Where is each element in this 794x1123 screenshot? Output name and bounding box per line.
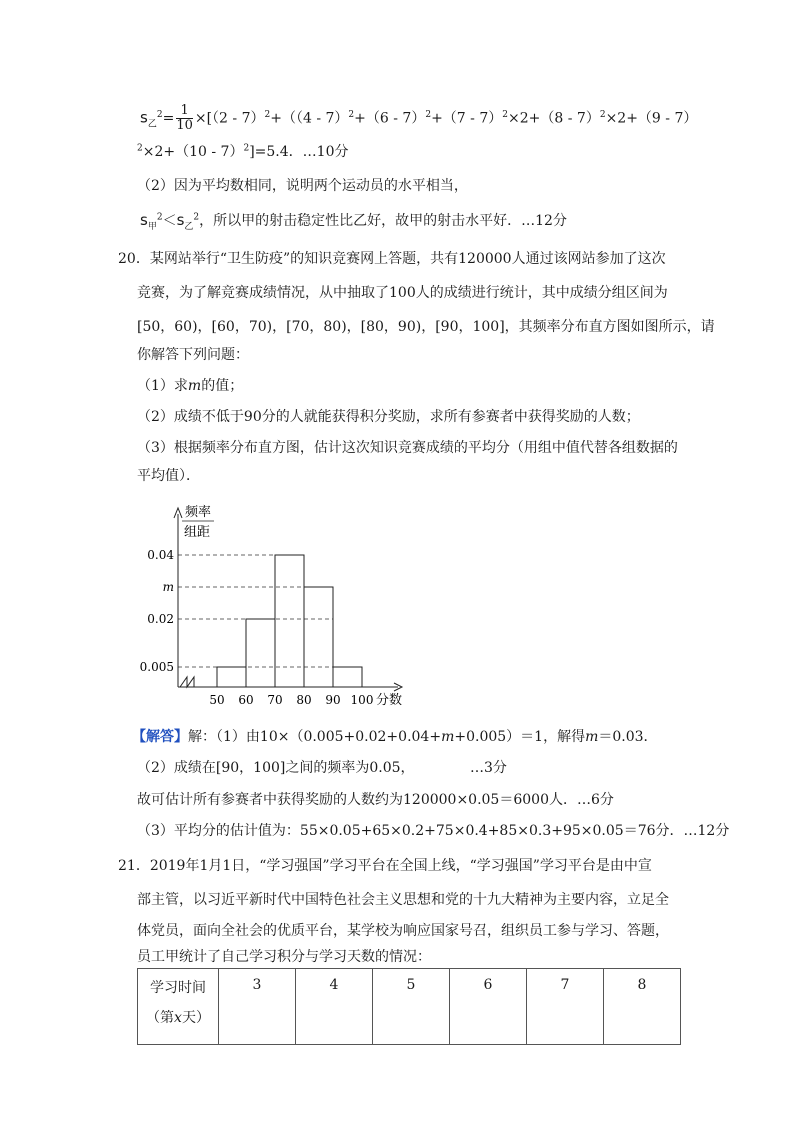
table-cell: 8 — [604, 969, 681, 1045]
variance-formula-line2 — [137, 142, 348, 162]
variance-subscript: 甲 — [147, 221, 157, 232]
y-axis-label-bottom: 组距 — [184, 525, 211, 540]
formula-result: ]=5.4．…10分 — [249, 144, 349, 160]
equals-sign: = — [162, 110, 175, 127]
square-superscript: 2 — [502, 109, 508, 120]
histogram-bar — [333, 667, 362, 687]
answer-tag: 【解答】 — [132, 729, 188, 745]
problem20-line1: 20．某网站举行“卫生防疫”的知识竞赛网上答题，共有120000人通过该网站参加了这次 — [118, 251, 666, 267]
variance-subscript: 乙 — [147, 119, 157, 130]
formula-term: ×2+（9 - 7） — [605, 110, 698, 127]
problem21-line4: 员工甲统计了自己学习积分与学习天数的情况： — [137, 949, 431, 965]
problem20-question3-line1: （3）根据频率分布直方图，估计这次知识竞赛成绩的平均分（用组中值代替各组数据的 — [137, 440, 678, 456]
square-superscript: 2 — [243, 143, 250, 154]
square-superscript: 2 — [264, 109, 271, 120]
formula-term: +（6 - 7） — [354, 110, 426, 127]
table-cell: 7 — [527, 969, 604, 1045]
formula-term: ×2+（8 - 7） — [508, 110, 600, 127]
problem21-line3: 体党员，面向全社会的优质平台，某学校为响应国家号召，组织员工参与学习、答题， — [137, 923, 669, 939]
solution19-conclusion — [140, 210, 567, 231]
x-tick-label: 50 — [209, 693, 225, 707]
formula-term: +（（4 - 7） — [270, 110, 349, 127]
histogram-bar — [246, 619, 275, 687]
answer-text: （2）成绩在[90，100]之间的频率为0.05， — [137, 760, 415, 776]
variance-formula-line1 — [140, 104, 697, 133]
x-tick-label: 70 — [267, 693, 283, 707]
square-superscript: 2 — [599, 109, 606, 120]
answer-text: ＝0.03． — [598, 729, 658, 745]
x-tick-label: 80 — [296, 693, 312, 707]
table-row — [138, 969, 681, 1045]
histogram-bar — [217, 667, 246, 687]
variance-symbol: s — [176, 211, 185, 229]
table-cell: 6 — [450, 969, 527, 1045]
question-text: 的值； — [201, 378, 244, 394]
header-label: 学习时间 — [150, 980, 206, 996]
answer20-line4: （3）平均分的估计值为：55×0.05+65×0.2+75×0.4+85×0.3+95×0.05＝76分．…12分 — [137, 823, 730, 839]
formula-term: ×[（2 - 7） — [194, 110, 265, 127]
variable-x: x — [174, 1010, 182, 1026]
formula-term: ×2+（10 - 7） — [142, 144, 244, 160]
y-tick-label: 0.04 — [147, 548, 174, 562]
y-tick-label: 0.005 — [139, 660, 174, 674]
problem20-line2: 竞赛，为了解竞赛成绩情况，从中抽取了100人的成绩进行统计，其中成绩分组区间为 — [137, 285, 668, 301]
table-cell: 3 — [219, 969, 296, 1045]
fraction-denominator: 10 — [176, 118, 193, 133]
frequency-histogram — [139, 500, 440, 712]
square-superscript: 2 — [193, 212, 200, 223]
x-axis-label: 分数 — [376, 693, 403, 708]
less-than-sign: ＜ — [162, 213, 177, 229]
problem20-line4: 你解答下列问题： — [137, 347, 249, 363]
solution19-part2: （2）因为平均数相同，说明两个运动员的水平相当， — [137, 178, 468, 194]
answer-text: 解：（1）由10×（0.005+0.02+0.04+ — [188, 729, 442, 745]
fraction-one-tenth — [176, 104, 193, 133]
question-text: （1）求 — [137, 378, 188, 394]
answer20-line2-score: …3分 — [470, 760, 507, 776]
table-header-cell — [138, 969, 219, 1045]
variance-symbol: s — [140, 108, 148, 127]
variance-subscript: 乙 — [184, 221, 194, 232]
x-tick-label: 100 — [350, 693, 374, 707]
table-cell: 5 — [373, 969, 450, 1045]
y-tick-label: m — [162, 580, 174, 594]
answer20-line1 — [132, 727, 658, 747]
variable-m: m — [187, 378, 202, 394]
x-tick-label: 60 — [238, 693, 254, 707]
answer-text: +0.005）＝1，解得 — [454, 729, 586, 745]
study-time-table — [137, 968, 681, 1045]
conclusion-text: ，所以甲的射击稳定性比乙好，故甲的射击水平好．…12分 — [199, 213, 567, 229]
formula-term: +（7 - 7） — [431, 110, 503, 127]
variable-m: m — [585, 729, 599, 745]
square-superscript: 2 — [425, 109, 432, 120]
y-axis-label-top: 频率 — [185, 505, 212, 520]
answer20-line2 — [137, 758, 415, 778]
header-text: （第 — [146, 1010, 175, 1026]
table-cell: 4 — [296, 969, 373, 1045]
square-superscript: 2 — [156, 109, 163, 120]
square-superscript: 2 — [348, 109, 355, 120]
problem21-line1: 21．2019年1月1日，“学习强国”学习平台在全国上线，“学习强国”学习平台是由中宣 — [118, 858, 652, 874]
problem20-question3-line2: 平均值）． — [137, 468, 200, 484]
problem20-question1 — [137, 376, 243, 396]
square-superscript: 2 — [137, 143, 143, 154]
x-tick-label: 90 — [325, 693, 341, 707]
histogram-bar — [304, 587, 333, 687]
header-text: 天） — [181, 1010, 210, 1026]
answer20-line3: 故可估计所有参赛者中获得奖励的人数约为120000×0.05＝6000人．…6分 — [137, 792, 614, 808]
axis-break-mark — [180, 677, 194, 687]
problem20-question2: （2）成绩不低于90分的人就能获得积分奖励，求所有参赛者中获得奖励的人数； — [137, 409, 640, 425]
problem20-line3: [50，60)，[60，70)，[70，80)，[80，90)，[90，100]，其频率分布直方图如图所示，请 — [137, 319, 715, 335]
variance-symbol: s — [140, 211, 148, 229]
y-tick-label: 0.02 — [147, 612, 174, 626]
variable-m: m — [441, 729, 455, 745]
problem21-line2: 部主管，以习近平新时代中国特色社会主义思想和党的十九大精神为主要内容，立足全 — [137, 892, 669, 908]
square-superscript: 2 — [156, 212, 163, 223]
header-sublabel — [139, 1007, 217, 1027]
fraction-numerator: 1 — [176, 104, 193, 119]
